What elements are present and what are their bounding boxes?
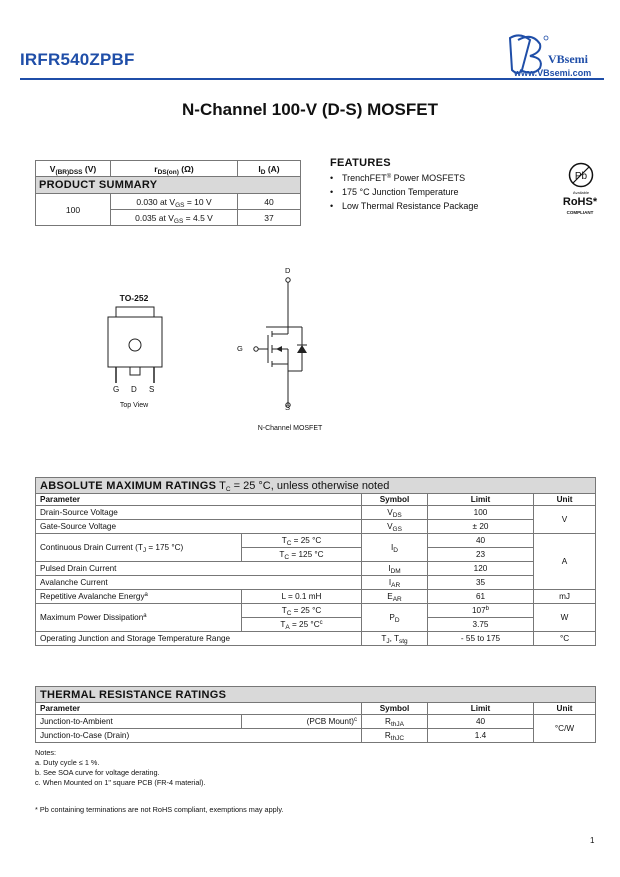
document-title: N-Channel 100-V (D-S) MOSFET bbox=[182, 100, 438, 119]
mosfet-caption: N-Channel MOSFET bbox=[257, 425, 323, 432]
package-name: TO-252 bbox=[119, 293, 149, 303]
table-row: Junction-to-Case (Drain) $R_{thJC}$ 1.4 bbox=[36, 729, 596, 743]
table-row: Repetitive Avalanche Energy$^a$ L = 0.1 mH $E_{AR}$ 61 mJ bbox=[36, 590, 596, 604]
id-value: 40 bbox=[238, 194, 301, 210]
symbol-source-label: S bbox=[285, 403, 291, 412]
rohs-subtitle: COMPLIANT bbox=[566, 210, 594, 215]
table-row: Junction-to-Ambient (PCB Mount)$^c$ $R_{thJA}$ 40 °C/W bbox=[36, 715, 596, 729]
id-value: 37 bbox=[238, 210, 301, 226]
brand-url[interactable]: www.VBsemi.com bbox=[514, 68, 592, 78]
pb-caption: Available bbox=[572, 190, 590, 195]
col-limit: Limit bbox=[428, 494, 534, 506]
product-summary-table bbox=[35, 160, 301, 226]
rds-value: 0.030 at $V_{GS} = 10$ V bbox=[111, 194, 238, 210]
feature-item: • TrenchFET® Power MOSFETS bbox=[330, 173, 478, 187]
pin-label-s: S bbox=[149, 385, 155, 394]
notes bbox=[35, 748, 206, 788]
col-limit: Limit bbox=[428, 703, 534, 715]
abs-max-caption: ABSOLUTE MAXIMUM RATINGS $T_C = 25$ °C, unless otherwise noted bbox=[36, 478, 596, 494]
table-row: $T_A = 25$ $^\circ C^c$ 3.75 bbox=[36, 618, 596, 632]
table-row: $T_C = 125$ °C 23 bbox=[36, 548, 596, 562]
feature-item: • Low Thermal Resistance Package bbox=[330, 201, 478, 215]
note-item: b. See SOA curve for voltage derating. bbox=[35, 768, 160, 777]
page-number: 1 bbox=[590, 836, 595, 845]
part-number: IRFR540ZPBF bbox=[20, 50, 135, 69]
col-rdson: $r_{DS(on)}$ (Ω) bbox=[111, 161, 238, 177]
col-vbrdss: $V_{(BR)DSS}$ (V) bbox=[36, 161, 111, 177]
to252-package-icon bbox=[100, 305, 170, 395]
features-title: FEATURES bbox=[330, 157, 391, 169]
thermal-resistance-table bbox=[35, 686, 596, 743]
product-summary-caption: PRODUCT SUMMARY bbox=[36, 177, 301, 194]
symbol-gate-label: G bbox=[237, 344, 243, 353]
table-row: Maximum Power Dissipation$^a$ $T_C = 25$ °C $P_D$ 107$^b$ W bbox=[36, 604, 596, 618]
symbol-drain-label: D bbox=[285, 266, 291, 275]
absolute-max-ratings-table bbox=[35, 477, 596, 646]
col-id: $I_D$ (A) bbox=[238, 161, 301, 177]
pb-footnote: * Pb containing terminations are not RoHS compliant, exemptions may apply. bbox=[35, 805, 284, 814]
features-list bbox=[330, 173, 478, 215]
pin-label-g: G bbox=[113, 385, 120, 394]
table-row: Gate-Source Voltage $V_{GS}$ ± 20 bbox=[36, 520, 596, 534]
table-row: Drain-Source Voltage $V_{DS}$ 100 V bbox=[36, 506, 596, 520]
table-row: Pulsed Drain Current $I_{DM}$ 120 bbox=[36, 562, 596, 576]
col-parameter: Parameter bbox=[36, 703, 362, 715]
note-item: a. Duty cycle ≤ 1 %. bbox=[35, 758, 100, 767]
feature-item: • 175 °C Junction Temperature bbox=[330, 187, 478, 201]
col-unit: Unit bbox=[534, 703, 596, 715]
col-symbol: Symbol bbox=[362, 494, 428, 506]
rohs-label: RoHS* bbox=[562, 196, 598, 208]
vbrdss-value: 100 bbox=[36, 194, 111, 226]
table-row: Avalanche Current $I_{AR}$ 35 bbox=[36, 576, 596, 590]
notes-heading: Notes: bbox=[35, 748, 57, 757]
col-parameter: Parameter bbox=[36, 494, 362, 506]
mosfet-symbol-icon bbox=[230, 265, 340, 415]
rds-value: 0.035 at $V_{GS} = 4.5$ V bbox=[111, 210, 238, 226]
brand-name: VBsemi bbox=[548, 52, 588, 66]
col-unit: Unit bbox=[534, 494, 596, 506]
table-row: Continuous Drain Current ($T_J = 175$ °C) $T_C = 25$ °C $I_D$ 40 A bbox=[36, 534, 596, 548]
col-symbol: Symbol bbox=[362, 703, 428, 715]
top-view-caption: Top View bbox=[119, 402, 149, 409]
pb-free-icon bbox=[568, 162, 594, 188]
pin-label-d: D bbox=[131, 385, 137, 394]
note-item: c. When Mounted on 1" square PCB (FR-4 material). bbox=[35, 778, 206, 787]
thermal-caption: THERMAL RESISTANCE RATINGS bbox=[36, 687, 596, 703]
pb-label: Pb bbox=[574, 171, 588, 182]
table-row: Operating Junction and Storage Temperature Range $T_J$, $T_{stg}$ - 55 to 175 °C bbox=[36, 632, 596, 646]
